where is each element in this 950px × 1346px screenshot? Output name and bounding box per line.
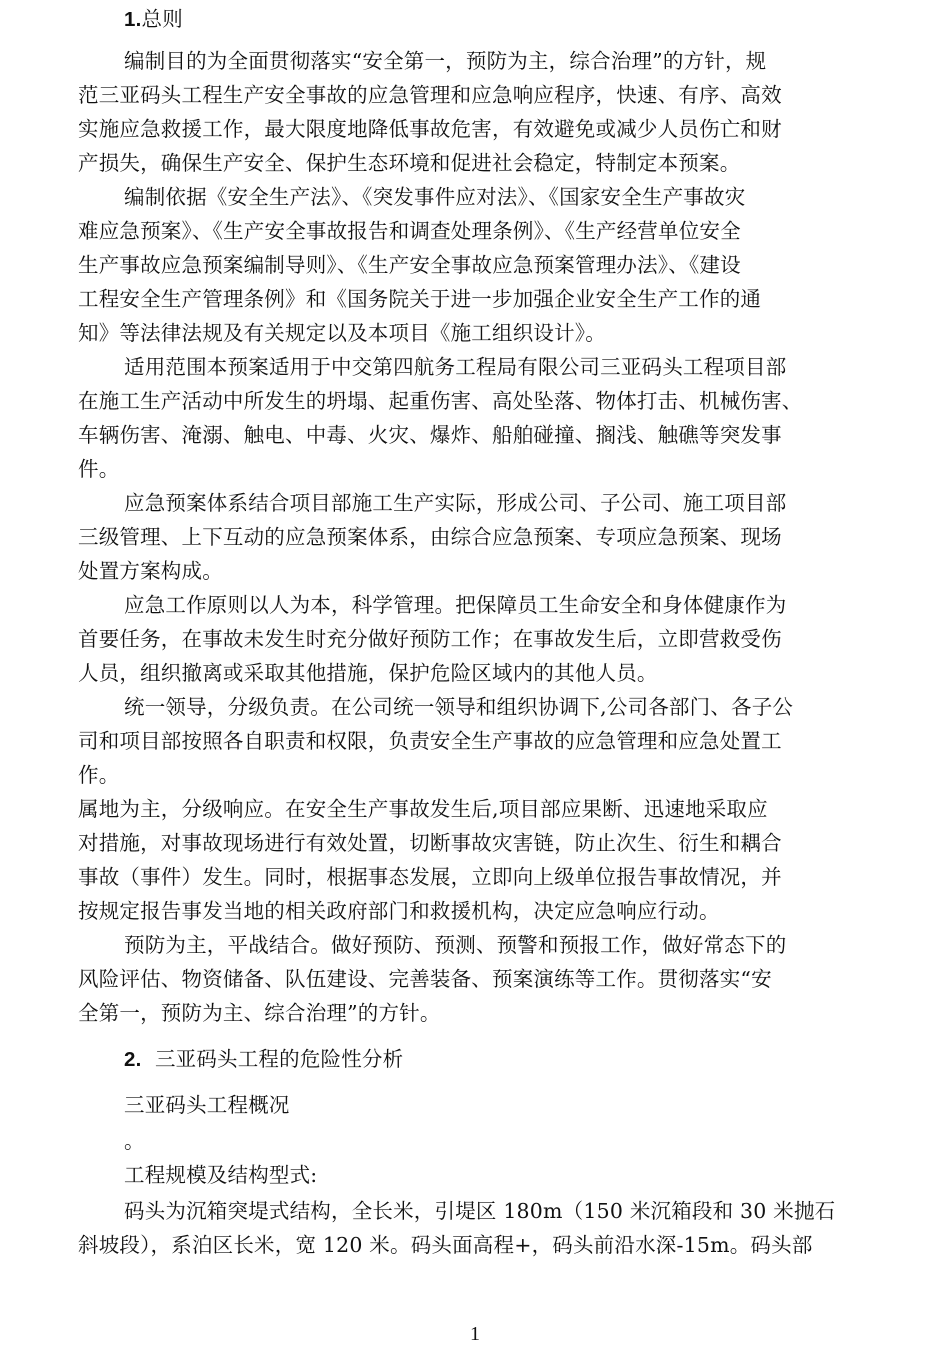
paragraph-line: 人员，组织撤离或采取其他措施，保护危险区域内的其他人员。 [78,661,658,685]
paragraph-line: 编制依据《安全生产法》、《突发事件应对法》、《国家安全生产事故灾 [124,185,746,209]
paragraph-line: 范三亚码头工程生产安全事故的应急管理和应急响应程序，快速、有序、高效 [78,83,782,107]
paragraph-line: 属地为主，分级响应。在安全生产事故发生后,项目部应果断、迅速地采取应 [78,797,768,821]
paragraph-line: 三级管理、上下互动的应急预案体系，由综合应急预案、专项应急预案、现场 [78,525,782,549]
paragraph-line: 斜坡段），系泊区长米，宽 120 米。码头面高程+，码头前沿水深-15m。码头部 [78,1233,813,1257]
paragraph-line: 统一领导，分级负责。在公司统一领导和组织协调下,公司各部门、各子公 [124,695,794,719]
paragraph-line: 按规定报告事发当地的相关政府部门和救援机构，决定应急响应行动。 [78,899,720,923]
section-number-1: 1. [124,8,142,31]
paragraph-line: 工程安全生产管理条例》和《国务院关于进一步加强企业安全生产工作的通 [78,287,762,311]
paragraph-line: 实施应急救援工作，最大限度地降低事故危害，有效避免或减少人员伤亡和财 [78,117,782,141]
scale-heading: 工程规模及结构型式: [124,1163,318,1187]
paragraph-line: 事故（事件）发生。同时，根据事态发展，立即向上级单位报告事故情况，并 [78,865,782,889]
paragraph-line: 司和项目部按照各自职责和权限，负责安全生产事故的应急管理和应急处置工 [78,729,782,753]
section-heading-2 [124,1042,403,1076]
paragraph-line: 车辆伤害、淹溺、触电、中毒、火灾、爆炸、船舶碰撞、搁浅、触礁等突发事 [78,423,782,447]
section-title-2: 三亚码头工程的危险性分析 [154,1047,404,1071]
paragraph-line: 作。 [78,763,120,787]
section-heading-1 [124,2,183,36]
paragraph-line: 风险评估、物资储备、队伍建设、完善装备、预案演练等工作。贯彻落实“安 [78,967,772,991]
paragraph-line: 应急工作原则以人为本，科学管理。把保障员工生命安全和身体健康作为 [124,593,787,617]
paragraph-line: 处置方案构成。 [78,559,223,583]
paragraph-line: 全第一，预防为主、综合治理”的方针。 [78,1001,441,1025]
placeholder-dot: 。 [124,1129,145,1153]
page-number: 1 [470,1323,480,1345]
paragraph-line: 件。 [78,457,120,481]
paragraph-line: 难应急预案》、《生产安全事故报告和调查处理条例》、《生产经营单位安全 [78,219,741,243]
section-title-1: 总则 [141,7,183,31]
section-number-2: 2. [124,1048,142,1071]
paragraph-line: 首要任务，在事故未发生时充分做好预防工作；在事故发生后，立即营救受伤 [78,627,782,651]
paragraph-line: 应急预案体系结合项目部施工生产实际，形成公司、子公司、施工项目部 [124,491,787,515]
paragraph-line: 知》等法律法规及有关规定以及本项目《施工组织设计》。 [78,321,606,345]
paragraph-line: 生产事故应急预案编制导则》、《生产安全事故应急预案管理办法》、《建设 [78,253,741,277]
paragraph-line: 适用范围本预案适用于中交第四航务工程局有限公司三亚码头工程项目部 [124,355,787,379]
paragraph-line: 对措施，对事故现场进行有效处置，切断事故灾害链，防止次生、衍生和耦合 [78,831,782,855]
paragraph-line: 预防为主，平战结合。做好预防、预测、预警和预报工作，做好常态下的 [124,933,787,957]
paragraph-line: 编制目的为全面贯彻落实“安全第一，预防为主，综合治理”的方针，规 [124,49,767,73]
subsection-title: 三亚码头工程概况 [124,1093,290,1117]
paragraph-line: 产损失，确保生产安全、保护生态环境和促进社会稳定，特制定本预案。 [78,151,741,175]
paragraph-line: 在施工生产活动中所发生的坍塌、起重伤害、高处坠落、物体打击、机械伤害、 [78,389,803,413]
paragraph-line: 码头为沉箱突堤式结构，全长米，引堤区 180m（150 米沉箱段和 30 米抛石 [124,1199,836,1223]
